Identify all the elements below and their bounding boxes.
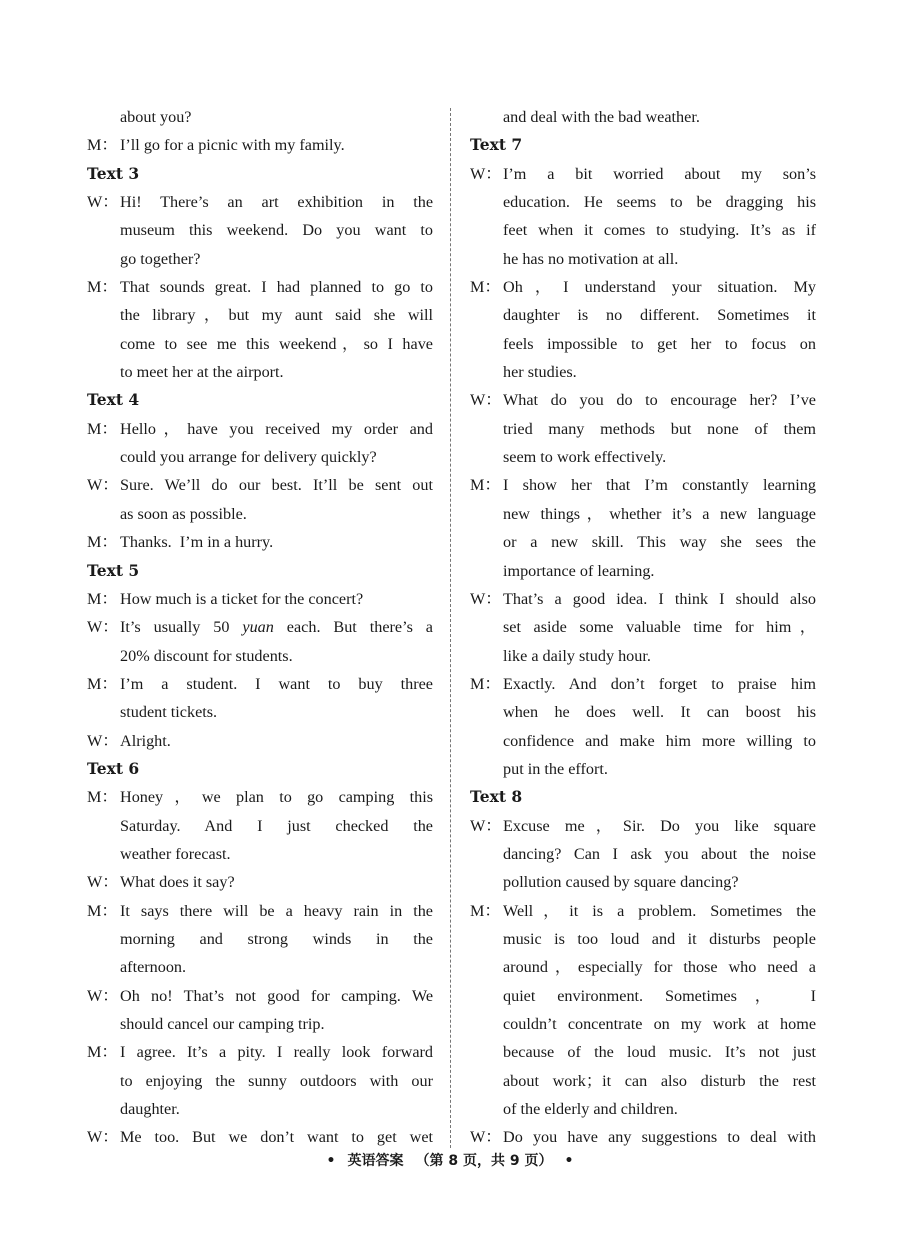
dialogue-line	[470, 188, 816, 216]
left-column	[87, 103, 433, 1152]
speaker-label: W：	[87, 193, 119, 212]
dialogue-line	[87, 245, 433, 273]
speaker-label: W：	[87, 986, 119, 1005]
dialogue-line	[87, 982, 433, 1010]
dialogue-line	[87, 1038, 433, 1066]
line-text: and deal with the bad weather.	[503, 108, 700, 126]
line-text: Sure. We’ll do our best. It’ll be sent out	[120, 476, 433, 495]
right-column	[470, 103, 816, 1152]
line-text: feels impossible to get her to focus on	[503, 334, 816, 353]
dialogue-line	[87, 613, 433, 641]
line-text: Oh，I understand your situation. My	[503, 278, 816, 297]
dialogue-line	[87, 330, 433, 358]
dialogue-line	[470, 1067, 816, 1095]
speaker-label: W：	[470, 1128, 502, 1147]
line-text: Do you have any suggestions to deal with	[503, 1128, 816, 1147]
speaker-label: W：	[87, 476, 119, 495]
speaker-label: W：	[470, 816, 502, 835]
dialogue-line	[470, 1095, 816, 1123]
dialogue-line	[470, 868, 816, 896]
line-text: feet when it comes to studying. It’s as if	[503, 221, 816, 240]
line-text: her studies.	[503, 363, 577, 382]
line-text: as soon as possible.	[120, 504, 247, 523]
dialogue-line	[470, 557, 816, 585]
dialogue-line	[87, 415, 433, 443]
line-text: museum this weekend. Do you want to	[120, 221, 433, 240]
dialogue-line	[470, 1123, 816, 1151]
dialogue-line	[470, 727, 816, 755]
speaker-label: W：	[87, 1128, 119, 1147]
page-footer	[0, 1150, 900, 1170]
line-text: That sounds great. I had planned to go to	[120, 278, 433, 297]
speaker-label: W：	[470, 589, 502, 608]
speaker-label: M：	[470, 901, 501, 920]
line-text: about you?	[120, 108, 192, 126]
dialogue-line	[470, 670, 816, 698]
dialogue-line	[470, 698, 816, 726]
line-text: go together?	[120, 249, 201, 268]
line-text: Well，it is a problem. Sometimes the	[503, 901, 816, 920]
line-text: I’m a student. I want to buy three	[120, 674, 433, 693]
speaker-label: M：	[470, 674, 501, 693]
line-text: It’s usually 50 yuan each. But there’s a	[120, 618, 433, 637]
dialogue-line	[87, 301, 433, 329]
speaker-label: M：	[470, 278, 501, 297]
line-text: to meet her at the airport.	[120, 363, 284, 382]
section-heading: Text 6	[87, 758, 140, 778]
line-text: That’s a good idea. I think I should also	[503, 589, 816, 608]
line-text: Oh no! That’s not good for camping. We	[120, 986, 433, 1005]
dialogue-line	[470, 471, 816, 499]
dialogue-line	[470, 1010, 816, 1038]
dialogue-line	[470, 330, 816, 358]
line-text: put in the effort.	[503, 759, 608, 778]
dialogue-line	[87, 1010, 433, 1038]
line-text: of the elderly and children.	[503, 1100, 678, 1119]
line-text: It says there will be a heavy rain in the	[120, 901, 433, 920]
line-text: I agree. It’s a pity. I really look forward	[120, 1043, 433, 1062]
dialogue-line	[470, 585, 816, 613]
dialogue-line	[470, 415, 816, 443]
speaker-label: M：	[470, 476, 501, 495]
dialogue-line	[470, 245, 816, 273]
section-heading: Text 5	[87, 560, 140, 580]
footer-page-info: （第 8 页，共 9 页）	[415, 1153, 553, 1169]
line-text: come to see me this weekend，so I have	[120, 334, 433, 353]
line-text: weather forecast.	[120, 844, 231, 863]
dialogue-line	[470, 528, 816, 556]
footer-bullet-left: •	[326, 1153, 336, 1169]
line-text: daughter.	[120, 1100, 180, 1119]
speaker-label: W：	[470, 164, 502, 183]
line-text: I show her that I’m constantly learning	[503, 476, 816, 495]
dialogue-line	[87, 1123, 433, 1151]
line-text: importance of learning.	[503, 561, 655, 580]
speaker-label: W：	[87, 873, 119, 892]
line-text: 20% discount for students.	[120, 646, 293, 665]
dialogue-line	[470, 982, 816, 1010]
dialogue-line	[470, 160, 816, 188]
speaker-label: W：	[470, 391, 502, 410]
dialogue-line	[87, 1095, 433, 1123]
line-text: dancing? Can I ask you about the noise	[503, 844, 816, 863]
column-divider	[450, 108, 451, 1148]
line-text: he has no motivation at all.	[503, 249, 679, 268]
line-text: because of the loud music. It’s not just	[503, 1043, 816, 1062]
dialogue-line	[470, 613, 816, 641]
dialogue-line	[470, 386, 816, 414]
line-text: daughter is no different. Sometimes it	[503, 306, 816, 325]
dialogue-line	[470, 755, 816, 783]
line-text: seem to work effectively.	[503, 448, 667, 467]
line-text: Exactly. And don’t forget to praise him	[503, 674, 816, 693]
line-text: about work；it can also disturb the rest	[503, 1071, 816, 1090]
dialogue-line	[87, 216, 433, 244]
line-text: music is too loud and it disturbs people	[503, 929, 816, 948]
dialogue-line	[87, 500, 433, 528]
line-text: Thanks. I’m in a hurry.	[120, 533, 274, 552]
dialogue-line	[87, 585, 433, 613]
dialogue-line	[87, 953, 433, 981]
line-text: around，especially for those who need a	[503, 958, 816, 977]
line-text: I’ll go for a picnic with my family.	[120, 136, 345, 155]
dialogue-line	[87, 925, 433, 953]
dialogue-line	[87, 528, 433, 556]
line-text: Honey，we plan to go camping this	[120, 788, 433, 807]
dialogue-line	[87, 358, 433, 386]
line-text: or a new skill. This way she sees the	[503, 533, 816, 552]
footer-subject: 英语答案	[347, 1153, 404, 1169]
dialogue-line	[87, 131, 433, 159]
speaker-label: M：	[87, 901, 118, 920]
dialogue-line	[87, 188, 433, 216]
line-text: tried many methods but none of them	[503, 419, 816, 438]
line-text: new things，whether it’s a new language	[503, 504, 816, 523]
speaker-label: M：	[87, 533, 118, 552]
footer-bullet-right: •	[564, 1153, 574, 1169]
dialogue-line	[470, 1038, 816, 1066]
speaker-label: M：	[87, 136, 118, 155]
dialogue-line	[87, 103, 433, 131]
dialogue-line	[87, 471, 433, 499]
line-text: Hi! There’s an art exhibition in the	[120, 193, 433, 212]
dialogue-line	[87, 783, 433, 811]
dialogue-line	[87, 273, 433, 301]
speaker-label: M：	[87, 278, 118, 297]
dialogue-line	[87, 698, 433, 726]
dialogue-line	[470, 273, 816, 301]
speaker-label: M：	[87, 674, 118, 693]
line-text: What do you do to encourage her? I’ve	[503, 391, 816, 410]
dialogue-line	[87, 812, 433, 840]
line-text: when he does well. It can boost his	[503, 703, 816, 722]
dialogue-line	[470, 358, 816, 386]
dialogue-line	[470, 812, 816, 840]
dialogue-line	[87, 868, 433, 896]
section-heading: Text 3	[87, 163, 140, 183]
dialogue-line	[87, 642, 433, 670]
line-text: Saturday. And I just checked the	[120, 816, 433, 835]
dialogue-line	[87, 1067, 433, 1095]
line-text: the library，but my aunt said she will	[120, 306, 433, 325]
line-text: could you arrange for delivery quickly?	[120, 448, 377, 467]
speaker-label: M：	[87, 788, 118, 807]
line-text: confidence and make him more willing to	[503, 731, 816, 750]
line-text: quiet environment. Sometimes， I	[503, 986, 816, 1005]
speaker-label: M：	[87, 1043, 118, 1062]
line-text: should cancel our camping trip.	[120, 1015, 325, 1033]
speaker-label: M：	[87, 419, 118, 438]
line-text: I’m a bit worried about my son’s	[503, 164, 816, 183]
dialogue-line	[87, 840, 433, 868]
dialogue-line	[87, 727, 433, 755]
line-text: pollution caused by square dancing?	[503, 873, 739, 892]
speaker-label: W：	[87, 618, 119, 637]
speaker-label: M：	[87, 589, 118, 608]
line-text: like a daily study hour.	[503, 646, 651, 665]
dialogue-line	[470, 443, 816, 471]
dialogue-line	[87, 443, 433, 471]
section-heading: Text 4	[87, 390, 140, 410]
dialogue-line	[87, 670, 433, 698]
section-heading: Text 8	[470, 787, 523, 807]
dialogue-line	[470, 103, 816, 131]
line-text: to enjoying the sunny outdoors with our	[120, 1071, 433, 1090]
dialogue-line	[470, 925, 816, 953]
line-text: Me too. But we don’t want to get wet	[120, 1128, 433, 1147]
line-text: Excuse me，Sir. Do you like square	[503, 816, 816, 835]
line-text: set aside some valuable time for him，	[503, 618, 816, 637]
line-text: Alright.	[120, 731, 171, 750]
dialogue-line	[470, 216, 816, 244]
line-text: morning and strong winds in the	[120, 929, 433, 948]
line-text: What does it say?	[120, 873, 235, 892]
line-text: education. He seems to be dragging his	[503, 193, 816, 212]
line-text: student tickets.	[120, 703, 218, 722]
dialogue-line	[470, 897, 816, 925]
dialogue-line	[470, 301, 816, 329]
dialogue-line	[470, 953, 816, 981]
line-text: Hello，have you received my order and	[120, 419, 433, 438]
dialogue-line	[470, 840, 816, 868]
line-text: How much is a ticket for the concert?	[120, 589, 364, 608]
line-text: couldn’t concentrate on my work at home	[503, 1015, 816, 1033]
section-heading: Text 7	[470, 135, 523, 155]
speaker-label: W：	[87, 731, 119, 750]
dialogue-line	[470, 642, 816, 670]
dialogue-line	[470, 500, 816, 528]
line-text: afternoon.	[120, 958, 187, 977]
dialogue-line	[87, 897, 433, 925]
